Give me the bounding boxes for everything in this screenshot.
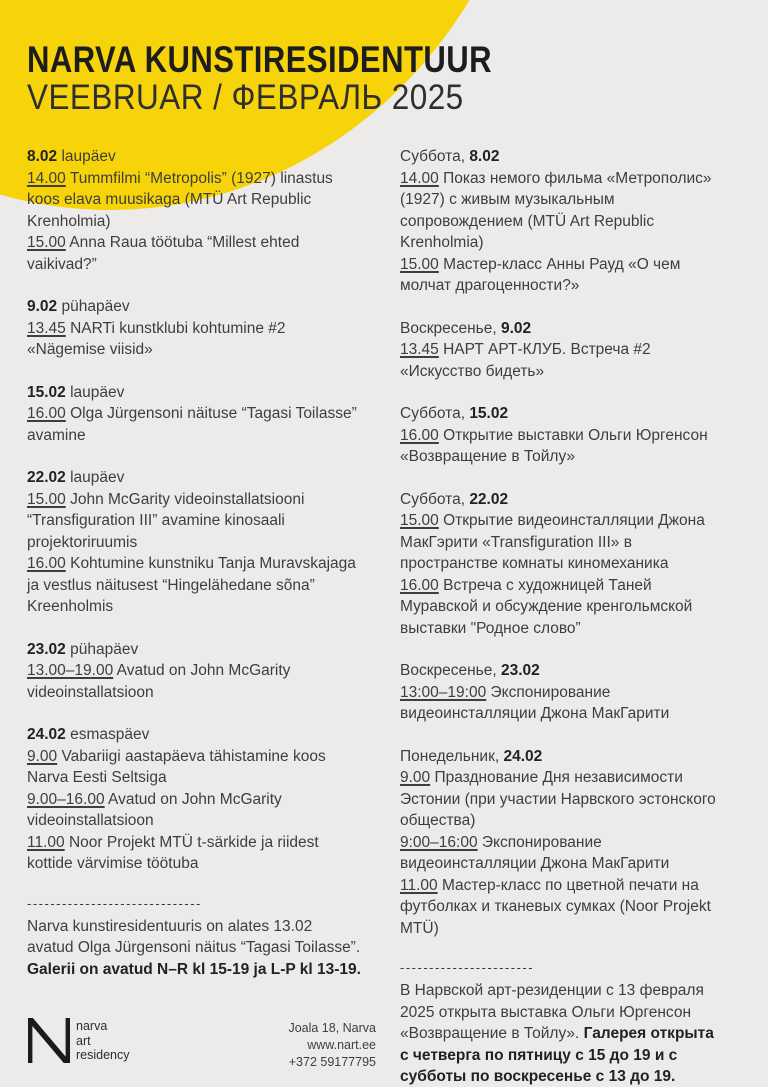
poster-title: NARVA KUNSTIRESIDENTUUR [27, 39, 492, 80]
day-header: 22.02 laupäev [27, 469, 125, 486]
event: 9.00 Празднование Дня независимости Эстонии (при участии Нарвского эстонского общества) [400, 769, 716, 829]
event: 13.45 НАРТ АРТ-КЛУБ. Встреча #2 «Искусство бидеть» [400, 341, 651, 380]
event-time: 14.00 [27, 169, 66, 187]
gallery-note: В Нарвской арт-резиденции с 13 февраля 2025 открыта выставка Ольги Юргенсон «Возвращение в Тойлу». Галерея открыта с четверга по пятницу с 15 до 19 и с субботы по воскресенье с 13 до 19. [400, 982, 714, 1085]
day-header: 8.02 laupäev [27, 148, 116, 165]
event-time: 9:00–16:00 [400, 833, 478, 851]
logo-word-residency: residency [76, 1048, 130, 1062]
event-block [27, 146, 363, 275]
contact-info [200, 1020, 376, 1071]
event-block [400, 660, 722, 725]
event-time: 15.00 [27, 490, 66, 508]
schedule [27, 146, 722, 1087]
event-time: 9.00–16.00 [27, 790, 105, 808]
event: 13.45 NARTi kunstklubi kohtumine #2 «Nägemise viisid» [27, 319, 286, 358]
event-time: 11.00 [27, 833, 65, 851]
event: 15.00 John McGarity videoinstallatsiooni “Transfiguration III” avamine kinosaali projektoriruumis [27, 490, 305, 551]
event-time: 15.00 [400, 512, 439, 529]
event: 13.00–19.00 Avatud on John McGarity videoinstallatsioon [27, 662, 291, 701]
event-time: 16.00 [27, 555, 66, 572]
day-header: Суббота, 22.02 [400, 490, 509, 508]
event-block [27, 296, 363, 361]
event: 16.00 Встреча с художницей Таней Муравской и обсуждение кренгольмской выставки "Родное слово” [400, 576, 693, 637]
event-block [400, 489, 722, 640]
event: 14.00 Показ немого фильма «Метрополис» (1927) с живым музыкальным сопровождением (MTÜ Art Republic Krenholmia) [400, 169, 712, 251]
logo-wordmark [76, 1018, 130, 1063]
footer [28, 1016, 740, 1076]
event-block [27, 639, 363, 704]
event-block [400, 746, 722, 940]
event-block [27, 467, 363, 618]
event: 11.00 Noor Projekt MTÜ t-särkide ja riidest kottide värvimise töötuba [27, 833, 319, 872]
dashed-separator: ------------------------------ [27, 895, 202, 911]
event-block [27, 724, 363, 875]
event-time: 9.00 [27, 747, 58, 765]
event: 9.00–16.00 Avatud on John McGarity videoinstallatsioon [27, 790, 282, 829]
day-header: Воскресенье, 9.02 [400, 319, 532, 337]
contact-phone: +372 59177795 [288, 1055, 376, 1069]
event-block [27, 382, 363, 447]
event: 9.00 Vabariigi aastapäeva tähistamine koos Narva Eesti Seltsiga [27, 747, 326, 786]
event-block [400, 318, 722, 383]
poster-subtitle: VEEBRUAR / ФЕВРАЛЬ 2025 [27, 78, 464, 117]
event-time: 9.00 [400, 769, 431, 786]
day-header: 15.02 laupäev [27, 383, 125, 401]
event-time: 13:00–19:00 [400, 683, 487, 701]
header [27, 40, 581, 116]
event-time: 16.00 [400, 576, 439, 594]
schedule-column-russian [400, 146, 722, 1087]
schedule-column-estonian [27, 146, 363, 1087]
event-time: 14.00 [400, 169, 439, 187]
event: 14.00 Tummfilmi “Metropolis” (1927) linastus koos elava muusikaga (MTÜ Art Republic Krenholmia) [27, 169, 333, 230]
dashed-separator: ----------------------- [400, 960, 535, 975]
event: 9:00–16:00 Экспонирование видеоинсталляции Джона МакГарити [400, 833, 670, 872]
event-block [400, 146, 722, 297]
event-time: 16.00 [400, 426, 439, 444]
event: 16.00 Открытие выставки Ольги Юргенсон «Возвращение в Тойлу» [400, 426, 708, 465]
event: 15.00 Anna Raua töötuba “Millest ehted vaikivad?” [27, 234, 300, 273]
event: 15.00 Мастер-класс Анны Рауд «О чем молчат драгоценности?» [400, 255, 681, 294]
day-header: 23.02 pühapäev [27, 640, 139, 658]
event-time: 16.00 [27, 405, 66, 422]
day-header: Воскресенье, 23.02 [400, 662, 540, 679]
event: 15.00 Открытие видеоинсталляции Джона МакГэрити «Transfiguration III» в пространстве комнаты киномеханика [400, 512, 705, 572]
event-time: 13.45 [400, 341, 439, 358]
event-time: 13.45 [27, 319, 66, 337]
event-time: 15.00 [27, 234, 66, 251]
event: 13:00–19:00 Экспонирование видеоинсталляции Джона МакГарити [400, 683, 670, 722]
day-header: 9.02 pühapäev [27, 298, 130, 315]
logo-word-narva: narva [76, 1019, 108, 1033]
event: 16.00 Kohtumine kunstniku Tanja Muravskajaga ja vestlus näitusest “Hingelähedane sõna” Kreenholmis [27, 555, 356, 615]
gallery-note: Narva kunstiresidentuuris on alates 13.02 avatud Olga Jürgensoni näitus “Tagasi Toilasse”. Galerii on avatud N–R kl 15-19 ja L-P kl 13-19. [27, 917, 361, 978]
day-header: 24.02 esmaspäev [27, 726, 150, 743]
n-letter-icon [28, 1018, 70, 1063]
day-header: Понедельник, 24.02 [400, 747, 543, 765]
logo-word-art: art [76, 1033, 91, 1048]
event-time: 13.00–19.00 [27, 662, 114, 679]
event-time: 11.00 [400, 876, 438, 894]
day-header: Суббота, 15.02 [400, 405, 509, 422]
contact-website: www.nart.ee [307, 1038, 376, 1052]
contact-address: Joala 18, Narva [288, 1021, 376, 1035]
event: 16.00 Olga Jürgensoni näituse “Tagasi Toilasse” avamine [27, 405, 357, 444]
event-time: 15.00 [400, 255, 439, 273]
event: 11.00 Мастер-класс по цветной печати на футболках и тканевых сумках (Noor Projekt MTÜ) [400, 876, 711, 937]
day-header: Суббота, 8.02 [400, 148, 500, 165]
event-block [400, 403, 722, 468]
nart-logo [28, 1018, 130, 1063]
